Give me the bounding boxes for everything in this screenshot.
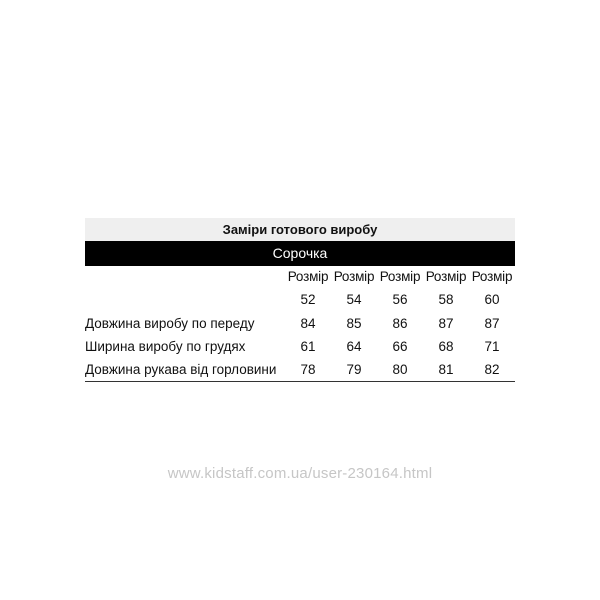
value-cell: 84: [300, 316, 316, 331]
table-row: [85, 312, 515, 335]
size-number-row: [85, 288, 515, 312]
measurements-sheet: [85, 218, 515, 382]
value-cell: 80: [377, 358, 423, 382]
value-cell: 66: [392, 339, 408, 354]
size-number-cell: 52: [300, 292, 316, 307]
size-number-cell: 58: [438, 292, 454, 307]
size-number-cell: 56: [392, 292, 408, 307]
value-cell: 79: [331, 358, 377, 382]
table-row: [85, 358, 515, 382]
value-cell: 61: [300, 339, 316, 354]
row-label: Ширина виробу по грудях: [85, 339, 246, 354]
size-header-cell: Розмір: [333, 269, 375, 284]
product-name: Сорочка: [85, 241, 515, 266]
size-header-cell: Розмір: [425, 269, 467, 284]
row-label: Довжина рукава від горловини: [85, 358, 285, 382]
size-table: [85, 266, 515, 382]
size-header-row: [85, 266, 515, 288]
value-cell: 78: [285, 358, 331, 382]
table-row: [85, 335, 515, 358]
value-cell: 86: [392, 316, 408, 331]
size-header-cell: Розмір: [379, 269, 421, 284]
header-empty-cell: [85, 266, 285, 288]
table-title: Заміри готового виробу: [85, 218, 515, 241]
value-cell: 68: [438, 339, 454, 354]
watermark-url: www.kidstaff.com.ua/user-230164.html: [167, 465, 433, 482]
value-cell: 87: [484, 316, 500, 331]
value-cell: 71: [484, 339, 500, 354]
value-cell: 81: [423, 358, 469, 382]
size-header-cell: Розмір: [471, 269, 513, 284]
value-cell: 82: [469, 358, 515, 382]
size-number-cell: 60: [484, 292, 500, 307]
value-cell: 85: [346, 316, 362, 331]
size-empty-cell: [85, 288, 285, 312]
row-label: Довжина виробу по переду: [85, 316, 255, 331]
size-header-cell: Розмір: [287, 269, 329, 284]
size-number-cell: 54: [346, 292, 362, 307]
value-cell: 64: [346, 339, 362, 354]
value-cell: 87: [438, 316, 454, 331]
